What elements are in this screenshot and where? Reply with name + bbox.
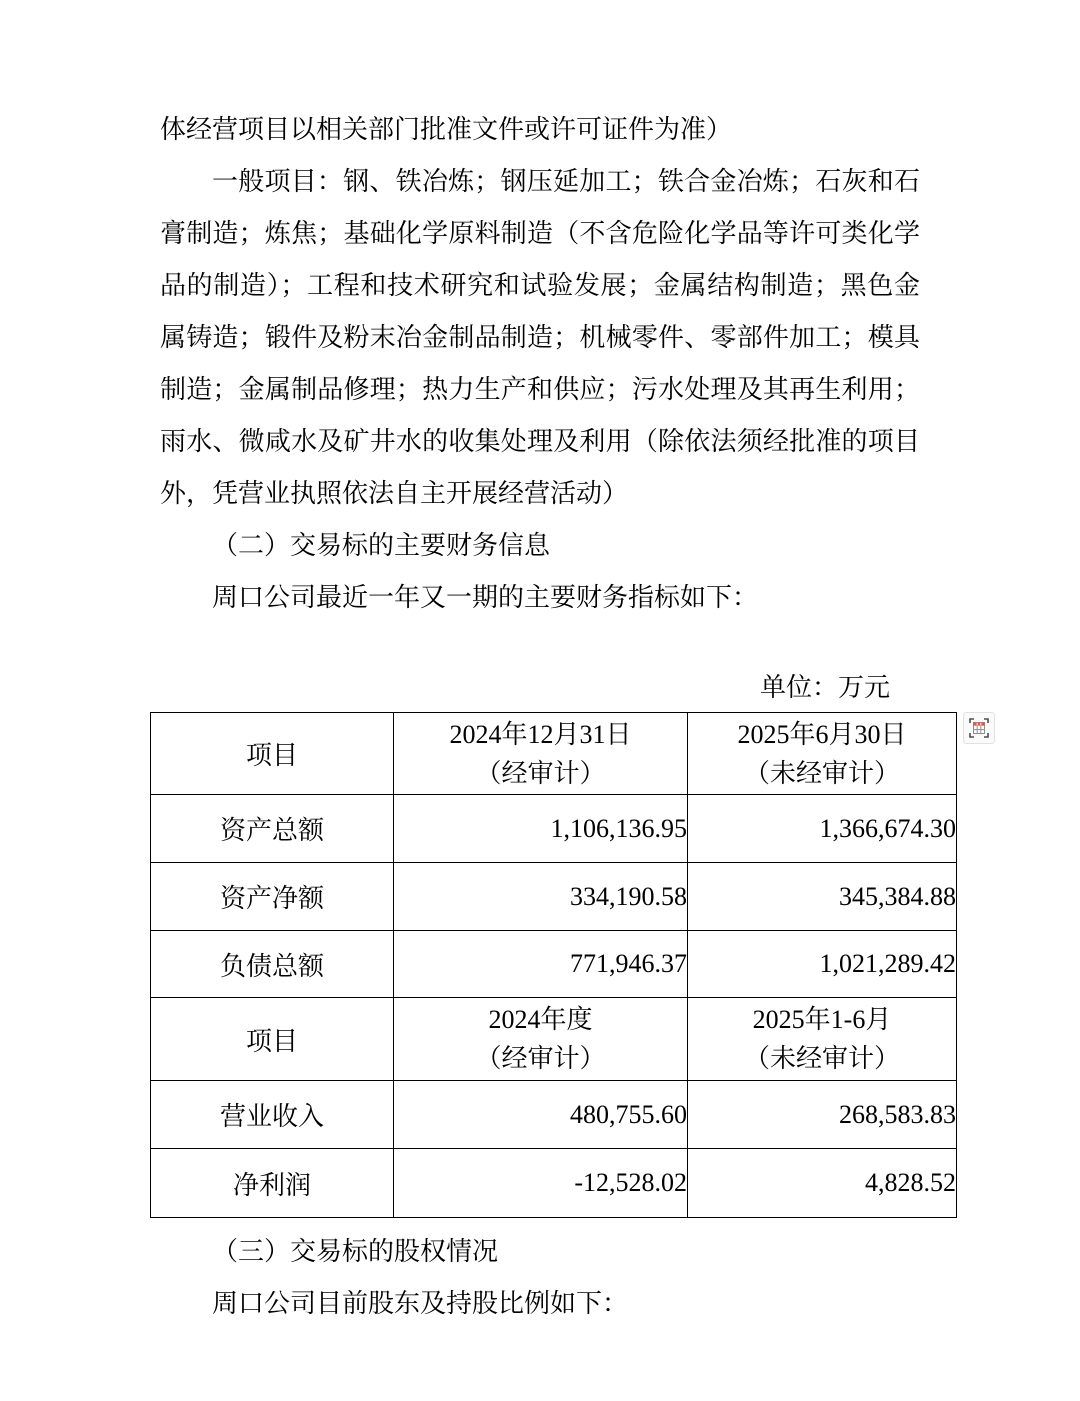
section-intro-3: 周口公司目前股东及持股比例如下：: [212, 1289, 629, 1318]
table-select-icon: [968, 717, 990, 739]
row-label: 负债总额: [151, 931, 394, 998]
value-2025: 1,021,289.42: [688, 931, 957, 998]
header-date-line: 2024年12月31日: [449, 719, 632, 749]
header-date-line: 2025年6月30日: [737, 719, 907, 749]
row-label: 资产总额: [151, 795, 394, 863]
row-label: 营业收入: [151, 1081, 394, 1149]
header-cell-2025-h1: [688, 998, 957, 1081]
value-2024: 334,190.58: [394, 863, 688, 931]
value-2025: 4,828.52: [688, 1149, 957, 1218]
table-row-total-liabilities: [151, 931, 957, 998]
header-date-line: 2024年度: [488, 1005, 593, 1034]
paragraph-line: 制造；金属制品修理；热力生产和供应；污水处理及其再生利用；: [160, 375, 920, 404]
value-2024: 480,755.60: [394, 1081, 688, 1149]
unit-label: 单位：万元: [759, 673, 890, 702]
header-date-line: 2025年1-6月: [752, 1005, 892, 1034]
paragraph-line: 外，凭营业执照依法自主开展经营活动）: [160, 479, 629, 508]
paragraph-line: 属铸造；锻件及粉末冶金制品制造；机械零件、零部件加工；模具: [160, 323, 920, 352]
header-cell-item: 项目: [151, 713, 394, 795]
header-cell-item: 项目: [151, 998, 394, 1081]
paragraph-line: 品的制造）；工程和技术研究和试验发展；金属结构制造；黑色金: [160, 271, 920, 300]
value-2024: 1,106,136.95: [394, 795, 688, 863]
financial-table: [150, 712, 957, 1218]
header-cell-2025-06-30: [688, 713, 957, 795]
section-heading-3: （三）交易标的股权情况: [212, 1237, 499, 1266]
value-2024: -12,528.02: [394, 1149, 688, 1218]
header-cell-2024-12-31: [394, 713, 688, 795]
paragraph-line: 体经营项目以相关部门批准文件或许可证件为准）: [160, 115, 733, 144]
value-2025: 345,384.88: [688, 863, 957, 931]
value-2025: 268,583.83: [688, 1081, 957, 1149]
row-label: 净利润: [151, 1149, 394, 1218]
header-audit-line: （未经审计）: [743, 1044, 900, 1073]
paragraph-line: 雨水、微咸水及矿井水的收集处理及利用（除依法须经批准的项目: [160, 427, 920, 456]
table-row-net-assets: [151, 863, 957, 931]
paragraph-line: 膏制造；炼焦；基础化学原料制造（不含危险化学品等许可类化学: [160, 219, 920, 248]
table-header-row-income: [151, 998, 957, 1081]
section-heading-2: （二）交易标的主要财务信息: [212, 531, 551, 560]
paragraph-line: 一般项目：钢、铁冶炼；钢压延加工；铁合金冶炼；石灰和石: [212, 167, 920, 196]
row-label: 资产净额: [151, 863, 394, 931]
value-2024: 771,946.37: [394, 931, 688, 998]
header-audit-line: （未经审计）: [743, 758, 900, 788]
table-select-button[interactable]: [963, 712, 995, 744]
header-audit-line: （经审计）: [475, 758, 606, 788]
table-row-total-assets: [151, 795, 957, 863]
header-audit-line: （经审计）: [475, 1044, 606, 1073]
body-text: [160, 104, 920, 624]
value-2025: 1,366,674.30: [688, 795, 957, 863]
table-header-row-balance: [151, 713, 957, 795]
header-cell-2024-year: [394, 998, 688, 1081]
table-row-operating-revenue: [151, 1081, 957, 1149]
bottom-text: [160, 1226, 920, 1330]
section-intro-2: 周口公司最近一年又一期的主要财务指标如下：: [212, 583, 759, 612]
table-row-net-profit: [151, 1149, 957, 1218]
